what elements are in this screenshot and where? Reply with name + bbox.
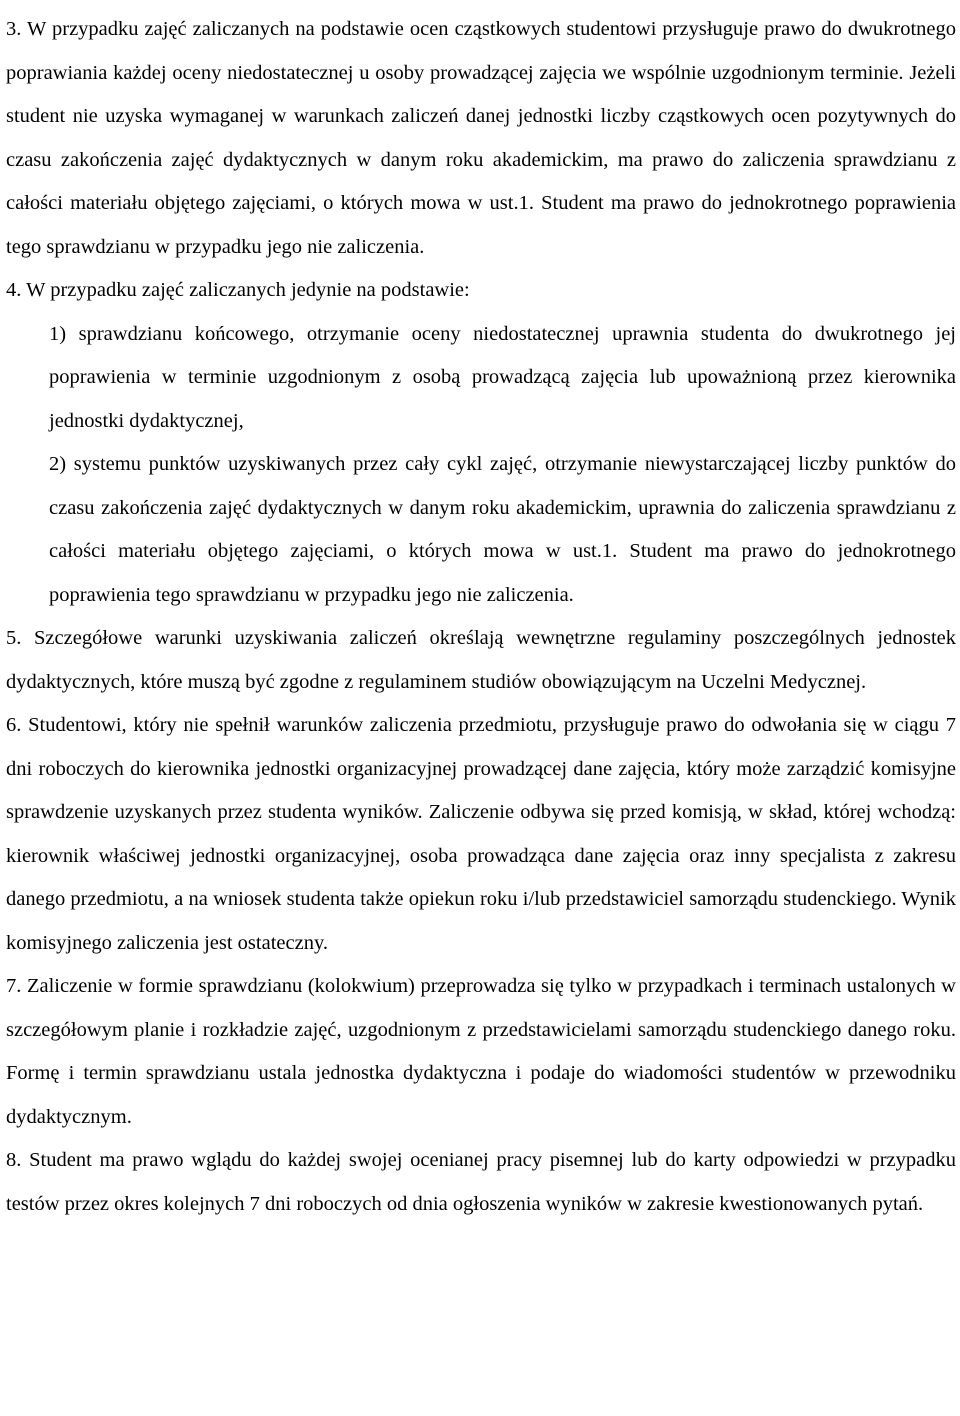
paragraph-5: 5. Szczegółowe warunki uzyskiwania zaliczeń określają wewnętrzne regulaminy poszczególnych jednostek dydaktycznych, które muszą być zgodne z regulaminem studiów obowiązującym na Uczelni Medycznej. (6, 627, 956, 693)
document-page (6, 8, 956, 1226)
paragraph-4-item-1: 1) sprawdzianu końcowego, otrzymanie oceny niedostatecznej uprawnia studenta do dwukrotnego jej poprawienia w terminie uzgodnionym z osobą prowadzącą zajęcia lub upoważnioną przez kierownika jednostki dydaktycznej, (49, 322, 956, 432)
paragraph-7: 7. Zaliczenie w formie sprawdzianu (kolokwium) przeprowadza się tylko w przypadkach i terminach ustalonych w szczegółowym planie i rozkładzie zajęć, uzgodnionym z przedstawicielami samorządu studenckiego danego roku. Formę i termin sprawdzianu ustala jednostka dydaktyczna i podaje do wiadomości studentów w przewodniku dydaktycznym. (6, 975, 956, 1128)
paragraph-8: 8. Student ma prawo wglądu do każdej swojej ocenianej pracy pisemnej lub do karty odpowiedzi w przypadku testów przez okres kolejnych 7 dni roboczych od dnia ogłoszenia wyników w zakresie kwestionowanych pytań. (6, 1149, 956, 1215)
paragraph-6: 6. Studentowi, który nie spełnił warunków zaliczenia przedmiotu, przysługuje prawo do odwołania się w ciągu 7 dni roboczych do kierownika jednostki organizacyjnej prowadzącej dane zajęcia, który może zarządzić komisyjne sprawdzenie uzyskanych przez studenta wyników. Zaliczenie odbywa się przed komisją, w skład, której wchodzą: kierownik właściwej jednostki organizacyjnej, osoba prowadząca dane zajęcia oraz inny specjalista z zakresu danego przedmiotu, a na wniosek studenta także opiekun roku i/lub przedstawiciel samorządu studenckiego. Wynik komisyjnego zaliczenia jest ostateczny. (6, 714, 956, 954)
paragraph-3: 3. W przypadku zajęć zaliczanych na podstawie ocen cząstkowych studentowi przysługuje prawo do dwukrotnego poprawiania każdej oceny niedostatecznej u osoby prowadzącej zajęcia we wspólnie uzgodnionym terminie. Jeżeli student nie uzyska wymaganej w warunkach zaliczeń danej jednostki liczby cząstkowych ocen pozytywnych do czasu zakończenia zajęć dydaktycznych w danym roku akademickim, ma prawo do zaliczenia sprawdzianu z całości materiału objętego zajęciami, o których mowa w ust.1. Student ma prawo do jednokrotnego poprawienia tego sprawdzianu w przypadku jego nie zaliczenia. (6, 18, 956, 258)
paragraph-4: 4. W przypadku zajęć zaliczanych jedynie na podstawie: (6, 279, 470, 301)
paragraph-4-item-2: 2) systemu punktów uzyskiwanych przez cały cykl zajęć, otrzymanie niewystarczającej liczby punktów do czasu zakończenia zajęć dydaktycznych w danym roku akademickim, uprawnia do zaliczenia sprawdzianu z całości materiału objętego zajęciami, o których mowa w ust.1. Student ma prawo do jednokrotnego poprawienia tego sprawdzianu w przypadku jego nie zaliczenia. (49, 453, 956, 606)
